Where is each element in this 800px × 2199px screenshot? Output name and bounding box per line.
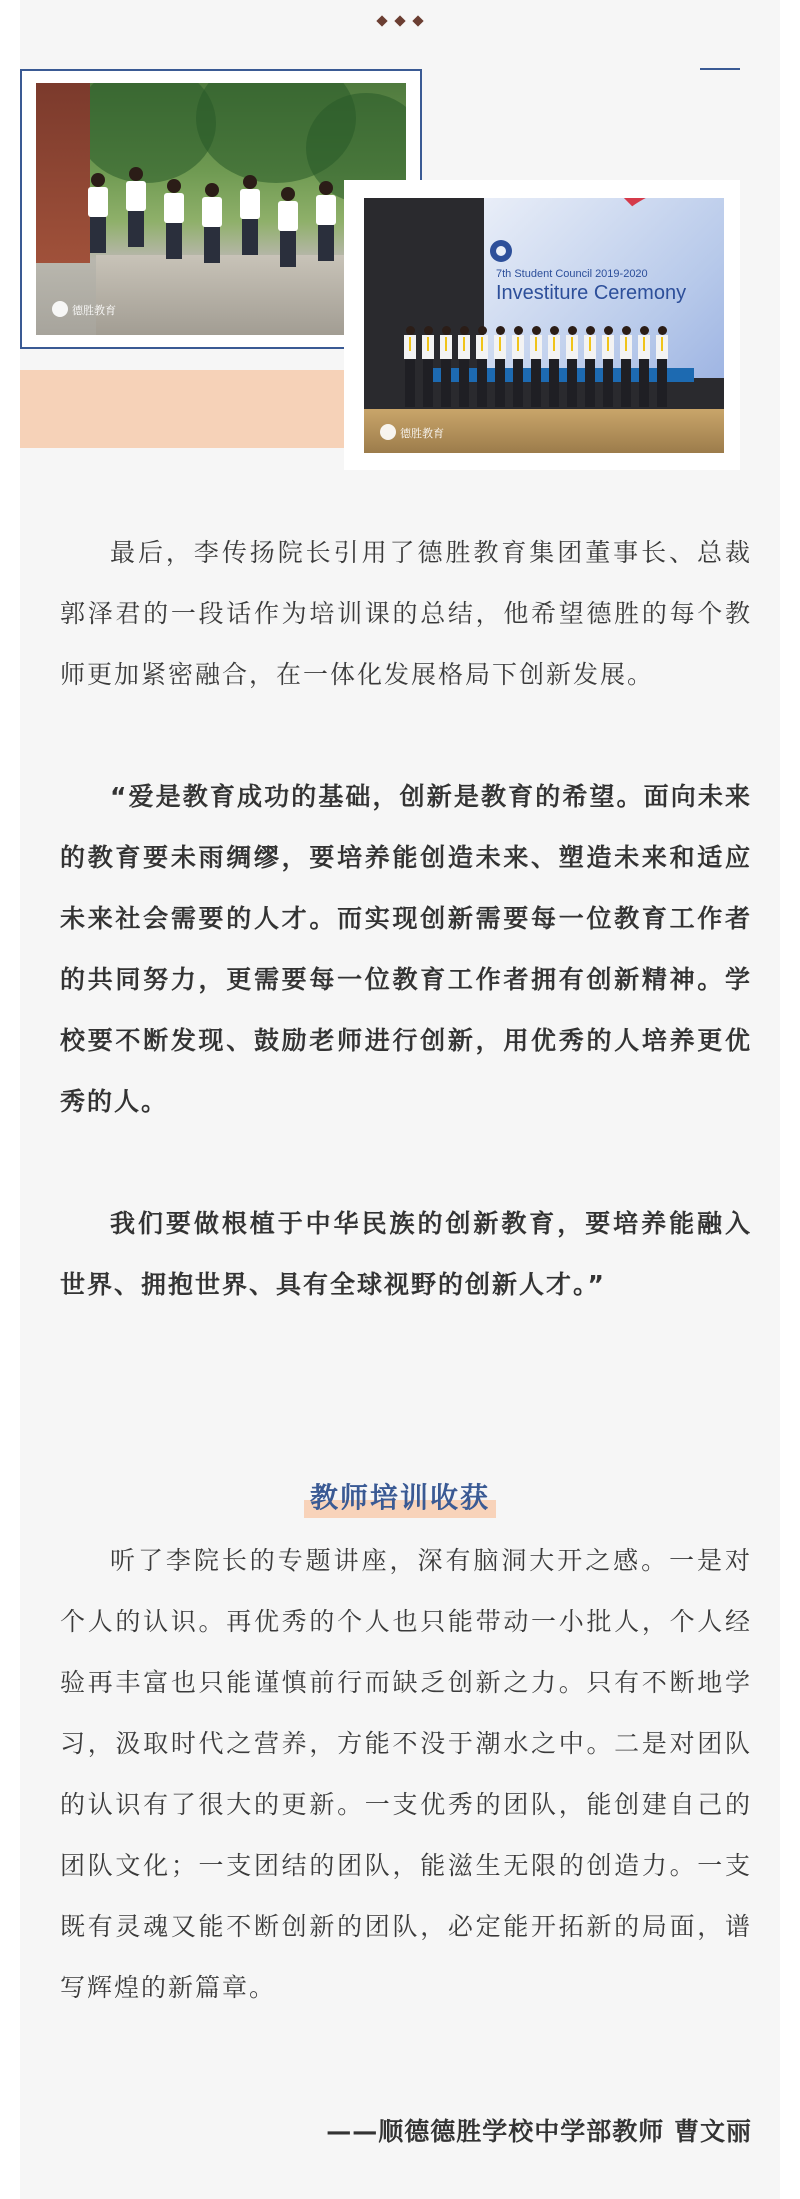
diamond-icon — [394, 15, 405, 26]
author-signature: ——顺德德胜学校中学部教师 曹文丽 — [326, 2117, 752, 2146]
ceremony-logo-icon — [488, 238, 514, 264]
paragraph-quote-part2: 我们要做根植于中华民族的创新教育，要培养能融入世界、拥抱世界、具有全球视野的创新人才。” — [60, 1209, 752, 1299]
paragraph-summary: 最后，李传扬院长引用了德胜教育集团董事长、总裁郭泽君的一段话作为培训课的总结，他希望德胜的每个教师更加紧密融合，在一体化发展格局下创新发展。 — [60, 538, 752, 689]
photo-investiture-ceremony — [364, 198, 724, 453]
section-heading — [20, 1478, 780, 1518]
screen-text-ceremony: Investiture Ceremony — [496, 282, 687, 304]
section-title: 教师培训收获 — [304, 1478, 496, 1518]
accent-rule — [700, 68, 740, 70]
diamond-icon — [376, 15, 387, 26]
school-logo-icon — [378, 420, 458, 444]
decorative-dots — [20, 17, 780, 25]
article-container — [20, 0, 780, 2199]
photo-frame-ceremony — [344, 180, 740, 470]
photo2-logo-text: 德胜教育 — [400, 427, 444, 440]
photo1-logo-text: 德胜教育 — [72, 304, 116, 317]
diamond-icon — [412, 15, 423, 26]
paragraph-reflection: 听了李院长的专题讲座，深有脑洞大开之感。一是对个人的认识。再优秀的个人也只能带动一小批人，个人经验再丰富也只能谨慎前行而缺乏创新之力。只有不断地学习，汲取时代之营养，方能不没于潮水之中。二是对团队的认识有了很大的更新。一支优秀的团队，能创建自己的团队文化；一支团结的团队，能滋生无限的创造力。一支既有灵魂又能不断创新的团队，必定能开拓新的局面，谱写辉煌的新篇章。 — [60, 1546, 752, 2002]
school-logo-icon — [50, 297, 130, 321]
screen-text-council: 7th Student Council 2019-2020 — [496, 268, 648, 280]
paragraph-quote-part1: “爱是教育成功的基础，创新是教育的希望。面向未来的教育要未雨绸缪，要培养能创造未来、塑造未来和适应未来社会需要的人才。而实现创新需要每一位教育工作者的共同努力，更需要每一位教育工作者拥有创新精神。学校要不断发现、鼓励老师进行创新，用优秀的人培养更优秀的人。 — [60, 782, 752, 1116]
